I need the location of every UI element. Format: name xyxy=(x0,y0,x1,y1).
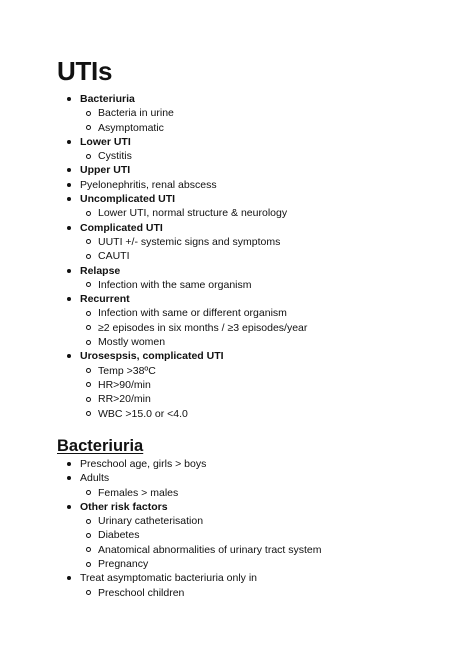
list-item xyxy=(0,457,474,471)
sub-list-item xyxy=(0,528,474,542)
list-item-text: Infection with same or different organism xyxy=(98,307,287,320)
list-item-text: Infection with the same organism xyxy=(98,278,252,291)
list-item xyxy=(0,471,474,485)
circle-bullet-icon xyxy=(86,590,91,595)
list-item-text: Mostly women xyxy=(98,336,166,349)
list-item-text: Upper UTI xyxy=(80,164,131,177)
bullet-icon xyxy=(67,354,71,358)
list-item-text: Preschool age, girls > boys xyxy=(80,458,207,470)
circle-bullet-icon xyxy=(86,490,91,495)
list-item-text: Females > males xyxy=(98,486,179,499)
circle-bullet-icon xyxy=(86,368,91,373)
list-item-text: Relapse xyxy=(80,264,121,277)
list-item xyxy=(0,192,474,206)
bullet-icon xyxy=(67,576,71,580)
list-item xyxy=(0,92,474,106)
circle-bullet-icon xyxy=(86,533,91,538)
definitions-list xyxy=(0,92,474,421)
sub-list-item xyxy=(0,235,474,249)
list-item xyxy=(0,571,474,585)
sub-list-item xyxy=(0,364,474,378)
list-item-text: Lower UTI, normal structure & neurology xyxy=(98,207,288,220)
circle-bullet-icon xyxy=(86,411,91,416)
list-item xyxy=(0,221,474,235)
bullet-icon xyxy=(67,297,71,301)
list-item-text: Anatomical abnormalities of urinary tract system xyxy=(98,543,322,556)
list-item-text: Diabetes xyxy=(98,529,140,542)
list-item-text: Urosespsis, complicated UTI xyxy=(80,350,224,363)
sub-list-item xyxy=(0,486,474,500)
bullet-icon xyxy=(67,197,71,201)
list-item-text: Recurrent xyxy=(80,293,130,306)
sub-list-item xyxy=(0,557,474,571)
list-item-text: Other risk factors xyxy=(80,500,168,513)
list-item-text: Pyelonephritis, renal abscess xyxy=(80,178,217,191)
section-heading-bacteriuria: Bacteriuria xyxy=(57,437,144,455)
list-item-text: Adults xyxy=(80,472,110,485)
list-item-text: Bacteria in urine xyxy=(98,107,174,120)
page-title: UTIs xyxy=(57,56,113,86)
list-item-text: ≥2 episodes in six months / ≥3 episodes/year xyxy=(98,321,308,334)
bullet-icon xyxy=(67,505,71,509)
circle-bullet-icon xyxy=(86,239,91,244)
bullet-icon xyxy=(67,140,71,144)
sub-list-item xyxy=(0,392,474,406)
circle-bullet-icon xyxy=(86,547,91,552)
list-item-text: Urinary catheterisation xyxy=(98,515,204,528)
bullet-icon xyxy=(67,168,71,172)
list-item-text: Temp >38ºC xyxy=(98,364,156,377)
sub-list-item xyxy=(0,321,474,335)
sub-list-item xyxy=(0,106,474,120)
list-item-text: Pregnancy xyxy=(98,558,149,571)
bullet-icon xyxy=(67,476,71,480)
list-item xyxy=(0,500,474,514)
bullet-icon xyxy=(67,226,71,230)
list-item-text: Treat asymptomatic bacteriuria only in xyxy=(80,572,258,585)
circle-bullet-icon xyxy=(86,282,91,287)
circle-bullet-icon xyxy=(86,154,91,159)
bullet-icon xyxy=(67,183,71,187)
sub-list-item xyxy=(0,149,474,163)
list-item-text: WBC >15.0 or <4.0 xyxy=(98,407,188,420)
circle-bullet-icon xyxy=(86,325,91,330)
list-item xyxy=(0,264,474,278)
bullet-icon xyxy=(67,462,71,466)
list-item-text: RR>20/min xyxy=(98,393,151,406)
list-item-text: Bacteriuria xyxy=(80,93,135,105)
circle-bullet-icon xyxy=(86,125,91,130)
sub-list-item xyxy=(0,278,474,292)
sub-list-item xyxy=(0,306,474,320)
circle-bullet-icon xyxy=(86,519,91,524)
list-item-text: UUTI +/- systemic signs and symptoms xyxy=(98,235,281,248)
list-item xyxy=(0,163,474,177)
circle-bullet-icon xyxy=(86,340,91,345)
list-item-text: Asymptomatic xyxy=(98,121,164,134)
sub-list-item xyxy=(0,335,474,349)
bullet-icon xyxy=(67,269,71,273)
list-item-text: CAUTI xyxy=(98,250,130,263)
list-item-text: Complicated UTI xyxy=(80,221,163,234)
list-item xyxy=(0,135,474,149)
list-item-text: Lower UTI xyxy=(80,135,131,148)
list-item-text: Preschool children xyxy=(98,586,185,599)
sub-list-item xyxy=(0,249,474,263)
bullet-icon xyxy=(67,97,71,101)
sub-list-item xyxy=(0,407,474,421)
circle-bullet-icon xyxy=(86,254,91,259)
circle-bullet-icon xyxy=(86,382,91,387)
circle-bullet-icon xyxy=(86,211,91,216)
list-item-text: Cystitis xyxy=(98,150,132,163)
list-item-text: HR>90/min xyxy=(98,378,151,391)
circle-bullet-icon xyxy=(86,562,91,567)
sub-list-item xyxy=(0,121,474,135)
sub-list-item xyxy=(0,206,474,220)
sub-list-item xyxy=(0,586,474,600)
circle-bullet-icon xyxy=(86,111,91,116)
list-item xyxy=(0,349,474,363)
list-item xyxy=(0,178,474,192)
list-item-text: Uncomplicated UTI xyxy=(80,193,176,206)
sub-list-item xyxy=(0,514,474,528)
circle-bullet-icon xyxy=(86,311,91,316)
sub-list-item xyxy=(0,378,474,392)
sub-list-item xyxy=(0,543,474,557)
list-item xyxy=(0,292,474,306)
circle-bullet-icon xyxy=(86,397,91,402)
bacteriuria-list xyxy=(0,457,474,600)
